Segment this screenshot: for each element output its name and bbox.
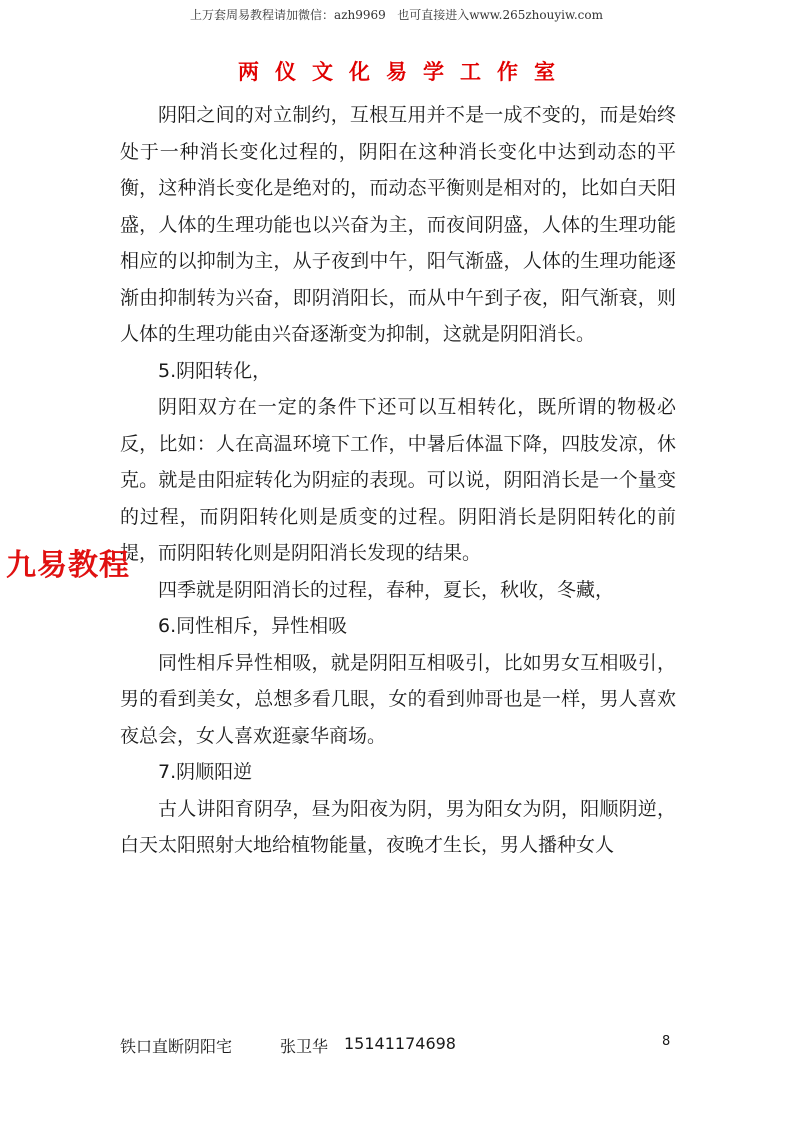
section-heading-7: 7.阴顺阳逆 — [158, 761, 253, 783]
section-heading-6: 6.同性相斥，异性相吸 — [158, 615, 348, 637]
document-body — [120, 97, 676, 864]
studio-title: 两仪文化易学工作室 — [238, 60, 571, 84]
footer-book-title: 铁口直断阴阳宅 — [120, 1037, 233, 1056]
footer-phone: 15141174698 — [344, 1034, 456, 1053]
footer-author: 张卫华 — [280, 1037, 329, 1056]
paragraph-attraction: 同性相斥异性相吸，就是阴阳互相吸引，比如男女互相吸引，男的看到美女，总想多看几眼，女的看到帅哥也是一样，男人喜欢夜总会，女人喜欢逛豪华商场。 — [120, 651, 676, 747]
paragraph-yin-yang-transformation: 阴阳双方在一定的条件下还可以互相转化，既所谓的物极必反，比如：人在高温环境下工作，中暑后体温下降，四肢发凉，休克。就是由阳症转化为阴症的表现。可以说，阴阳消长是一个量变的过程，而阴阳转化则是质变的过程。阴阳消长是阴阳转化的前提，而阴阳转化则是阴阳消长发现的结果。 — [120, 396, 676, 564]
section-heading-5: 5.阴阳转化， — [158, 359, 272, 382]
paragraph-yin-shun-yang-ni: 古人讲阳育阴孕，昼为阳夜为阴，男为阳女为阴，阳顺阴逆，白天太阳照射大地给植物能量，夜晚才生长，男人播种女人 — [120, 797, 676, 856]
paragraph-four-seasons: 四季就是阴阳消长的过程，春种，夏长，秋收，冬藏， — [158, 578, 615, 601]
page-number: 8 — [662, 1034, 671, 1049]
watermark-logo: 九易教程 — [6, 548, 130, 583]
header-banner: 上万套周易教程请加微信：azh9969 也可直接进入www.265zhouyiw.com — [190, 8, 603, 22]
paragraph-yin-yang-waxing-waning: 阴阳之间的对立制约，互根互用并不是一成不变的，而是始终处于一种消长变化过程的，阴阳在这种消长变化中达到动态的平衡，这种消长变化是绝对的，而动态平衡则是相对的，比如白天阳盛，人体的生理功能也以兴奋为主，而夜间阴盛，人体的生理功能相应的以抑制为主，从子夜到中午，阳气渐盛，人体的生理功能逐渐由抑制转为兴奋，即阴消阳长，而从中午到子夜，阳气渐衰，则人体的生理功能由兴奋逐渐变为抑制，这就是阴阳消长。 — [120, 104, 676, 345]
